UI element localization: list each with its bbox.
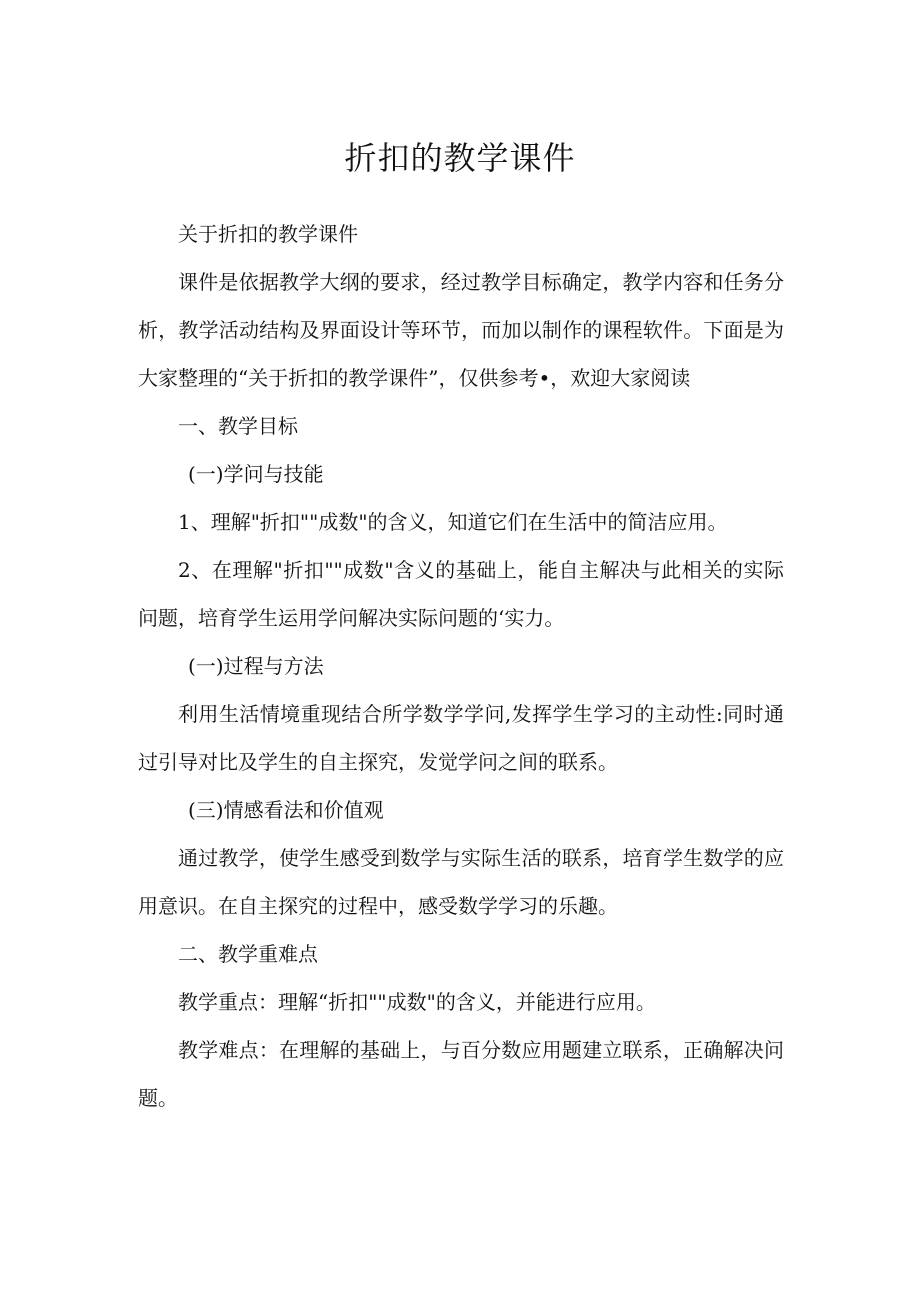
paragraph-subtitle: 关于折扣的教学课件	[178, 222, 358, 246]
paragraph-key-point: 教学重点：理解“折扣""成数"的含义，并能进行应用。	[178, 990, 656, 1014]
document-title: 折扣的教学课件	[344, 139, 576, 177]
subheading-knowledge-skills: (一)学问与技能	[188, 462, 324, 486]
heading-teaching-goals: 一、教学目标	[178, 414, 298, 438]
subheading-process-method: (一)过程与方法	[188, 654, 324, 678]
subheading-emotion-values: (三)情感看法和价值观	[188, 798, 384, 822]
paragraph-goal-1: 1、理解"折扣""成数"的含义，知道它们在生活中的简洁应用。	[178, 510, 728, 534]
document-body	[138, 210, 784, 1122]
paragraph-process-method: 利用生活情境重现结合所学数学学问,发挥学生学习的主动性:同时通过引导对比及学生的自主探究，发觉学问之间的联系。	[138, 702, 784, 774]
paragraph-emotion-values: 通过教学，使学生感受到数学与实际生活的联系，培育学生数学的应用意识。在自主探究的过程中，感受数学学习的乐趣。	[138, 846, 784, 918]
paragraph-goal-2: 2、在理解"折扣""成数"含义的基础上，能自主解决与此相关的实际问题，培育学生运用学问解决实际问题的‘实力。	[138, 558, 784, 630]
paragraph-difficult-point: 教学难点：在理解的基础上，与百分数应用题建立联系，正确解决问题。	[138, 1038, 784, 1110]
heading-key-difficult-points: 二、教学重难点	[178, 942, 318, 966]
paragraph-intro: 课件是依据教学大纲的要求，经过教学目标确定，教学内容和任务分析，教学活动结构及界面设计等环节，而加以制作的课程软件。下面是为大家整理的“关于折扣的教学课件”，仅供参考•，欢迎大家阅读	[138, 270, 784, 390]
